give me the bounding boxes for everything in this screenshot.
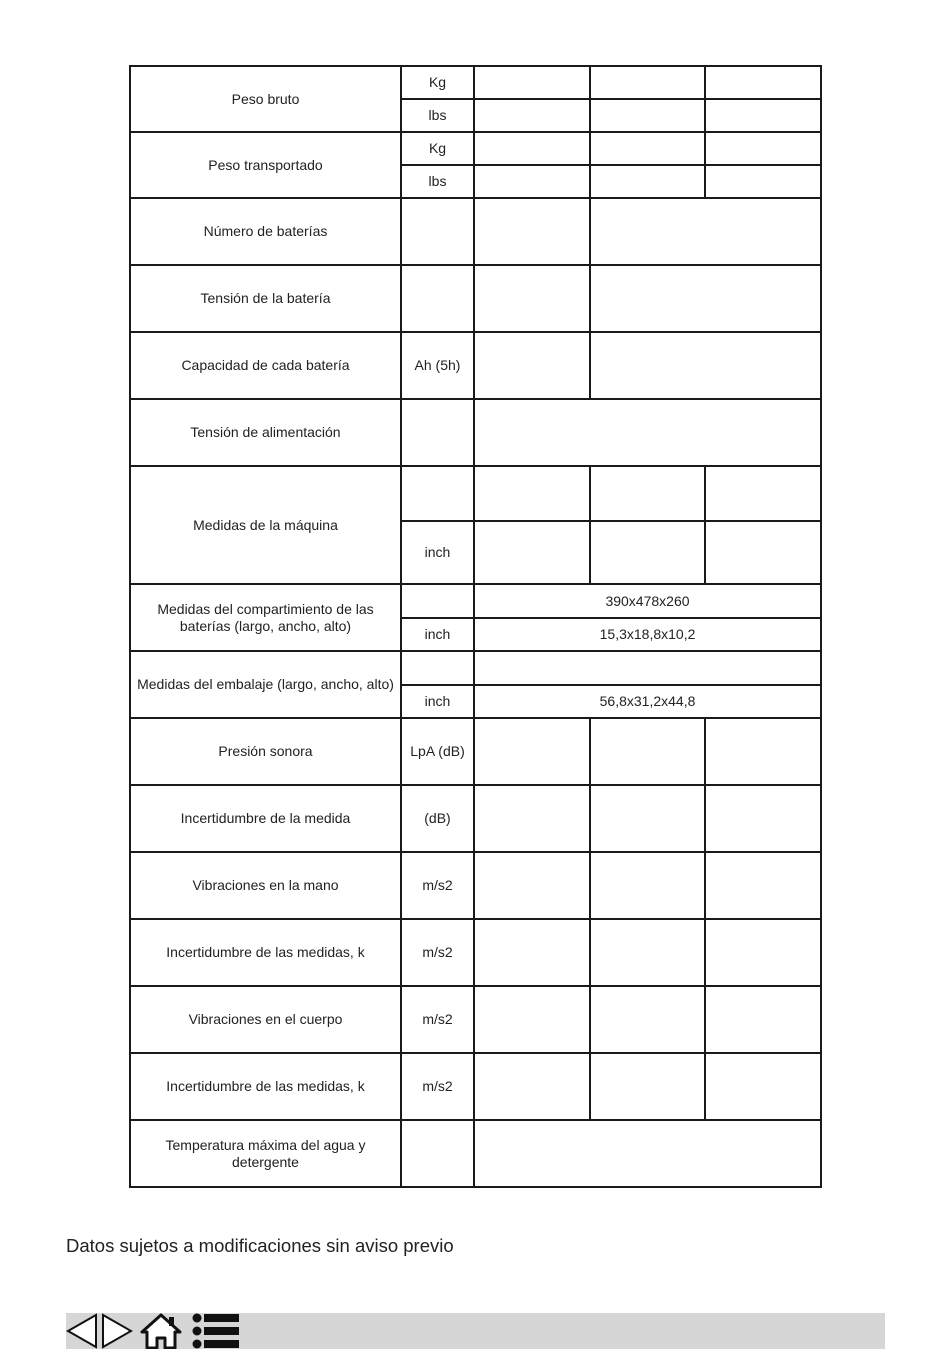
- navigation-bar: [66, 1313, 885, 1349]
- unit-cell: inch: [401, 618, 474, 651]
- value-cell: [705, 1053, 821, 1120]
- unit-cell: m/s2: [401, 1053, 474, 1120]
- value-cell: [705, 986, 821, 1053]
- value-cell: [474, 132, 590, 165]
- value-cell: 56,8x31,2x44,8: [474, 685, 821, 718]
- table-row: [130, 466, 821, 521]
- unit-cell: Ah (5h): [401, 332, 474, 399]
- value-cell: [590, 265, 821, 332]
- row-label-tension-alimentacion: Tensión de alimentación: [130, 399, 401, 466]
- value-cell: [590, 986, 705, 1053]
- row-label-temperatura-agua: Temperatura máxima del agua y detergente: [130, 1120, 401, 1187]
- value-cell: [474, 785, 590, 852]
- value-cell: [590, 785, 705, 852]
- table-row: [130, 132, 821, 165]
- unit-cell: Kg: [401, 132, 474, 165]
- table-row: [130, 651, 821, 685]
- value-cell: [590, 852, 705, 919]
- value-cell: [590, 99, 705, 132]
- table-row: [130, 852, 821, 919]
- row-label-tension-bateria: Tensión de la batería: [130, 265, 401, 332]
- table-row: [130, 1053, 821, 1120]
- next-page-icon[interactable]: [101, 1313, 133, 1349]
- home-icon[interactable]: [140, 1313, 182, 1349]
- value-cell: [590, 466, 705, 521]
- unit-cell: inch: [401, 521, 474, 584]
- value-cell: [474, 198, 590, 265]
- value-cell: [474, 986, 590, 1053]
- value-cell: [590, 132, 705, 165]
- value-cell: [705, 165, 821, 198]
- unit-cell: [401, 651, 474, 685]
- list-menu-icon[interactable]: [192, 1313, 240, 1349]
- value-cell: [590, 1053, 705, 1120]
- value-cell: [474, 1053, 590, 1120]
- value-cell: [705, 718, 821, 785]
- table-row: [130, 986, 821, 1053]
- row-label-peso-bruto: Peso bruto: [130, 66, 401, 132]
- value-cell: [705, 132, 821, 165]
- value-cell: [705, 919, 821, 986]
- value-cell: [705, 521, 821, 584]
- specifications-table: [129, 65, 822, 1188]
- value-cell: [474, 1120, 821, 1187]
- value-cell: 15,3x18,8x10,2: [474, 618, 821, 651]
- value-cell: [590, 919, 705, 986]
- prev-page-icon[interactable]: [66, 1313, 98, 1349]
- row-label-medidas-compartimiento: Medidas del compartimiento de las baterías (largo, ancho, alto): [130, 584, 401, 651]
- unit-cell: (dB): [401, 785, 474, 852]
- value-cell: [474, 718, 590, 785]
- footnote: Datos sujetos a modificaciones sin aviso previo: [66, 1235, 454, 1256]
- table-row: [130, 332, 821, 399]
- table-row: [130, 584, 821, 618]
- row-label-numero-baterias: Número de baterías: [130, 198, 401, 265]
- row-label-incertidumbre-medidas-k: Incertidumbre de las medidas, k: [130, 919, 401, 986]
- value-cell: [590, 165, 705, 198]
- row-label-incertidumbre-medidas-k: Incertidumbre de las medidas, k: [130, 1053, 401, 1120]
- value-cell: [474, 651, 821, 685]
- unit-cell: [401, 584, 474, 618]
- unit-cell: lbs: [401, 99, 474, 132]
- value-cell: [590, 521, 705, 584]
- table-row: [130, 66, 821, 99]
- unit-cell: [401, 198, 474, 265]
- row-label-peso-transportado: Peso transportado: [130, 132, 401, 198]
- value-cell: [474, 332, 590, 399]
- value-cell: [705, 66, 821, 99]
- row-label-medidas-maquina: Medidas de la máquina: [130, 466, 401, 584]
- unit-cell: m/s2: [401, 852, 474, 919]
- value-cell: [474, 265, 590, 332]
- value-cell: [474, 99, 590, 132]
- row-label-vibraciones-cuerpo: Vibraciones en el cuerpo: [130, 986, 401, 1053]
- value-cell: [590, 332, 821, 399]
- table-row: [130, 919, 821, 986]
- row-label-vibraciones-mano: Vibraciones en la mano: [130, 852, 401, 919]
- unit-cell: m/s2: [401, 919, 474, 986]
- value-cell: [474, 399, 821, 466]
- table-row: [130, 785, 821, 852]
- unit-cell: LpA (dB): [401, 718, 474, 785]
- unit-cell: [401, 1120, 474, 1187]
- table-row: [130, 399, 821, 466]
- unit-cell: [401, 265, 474, 332]
- value-cell: [705, 466, 821, 521]
- value-cell: [474, 852, 590, 919]
- unit-cell: lbs: [401, 165, 474, 198]
- value-cell: [705, 852, 821, 919]
- value-cell: [590, 718, 705, 785]
- value-cell: [474, 66, 590, 99]
- value-cell: [590, 198, 821, 265]
- value-cell: 390x478x260: [474, 584, 821, 618]
- value-cell: [474, 919, 590, 986]
- unit-cell: Kg: [401, 66, 474, 99]
- table-row: [130, 198, 821, 265]
- row-label-medidas-embalaje: Medidas del embalaje (largo, ancho, alto): [130, 651, 401, 718]
- value-cell: [474, 165, 590, 198]
- value-cell: [705, 99, 821, 132]
- value-cell: [474, 521, 590, 584]
- row-label-presion-sonora: Presión sonora: [130, 718, 401, 785]
- table-row: [130, 1120, 821, 1187]
- unit-cell: m/s2: [401, 986, 474, 1053]
- row-label-capacidad-bateria: Capacidad de cada batería: [130, 332, 401, 399]
- unit-cell: [401, 466, 474, 521]
- value-cell: [590, 66, 705, 99]
- row-label-incertidumbre-medida: Incertidumbre de la medida: [130, 785, 401, 852]
- unit-cell: inch: [401, 685, 474, 718]
- value-cell: [474, 466, 590, 521]
- table-row: [130, 718, 821, 785]
- value-cell: [705, 785, 821, 852]
- table-row: [130, 265, 821, 332]
- unit-cell: [401, 399, 474, 466]
